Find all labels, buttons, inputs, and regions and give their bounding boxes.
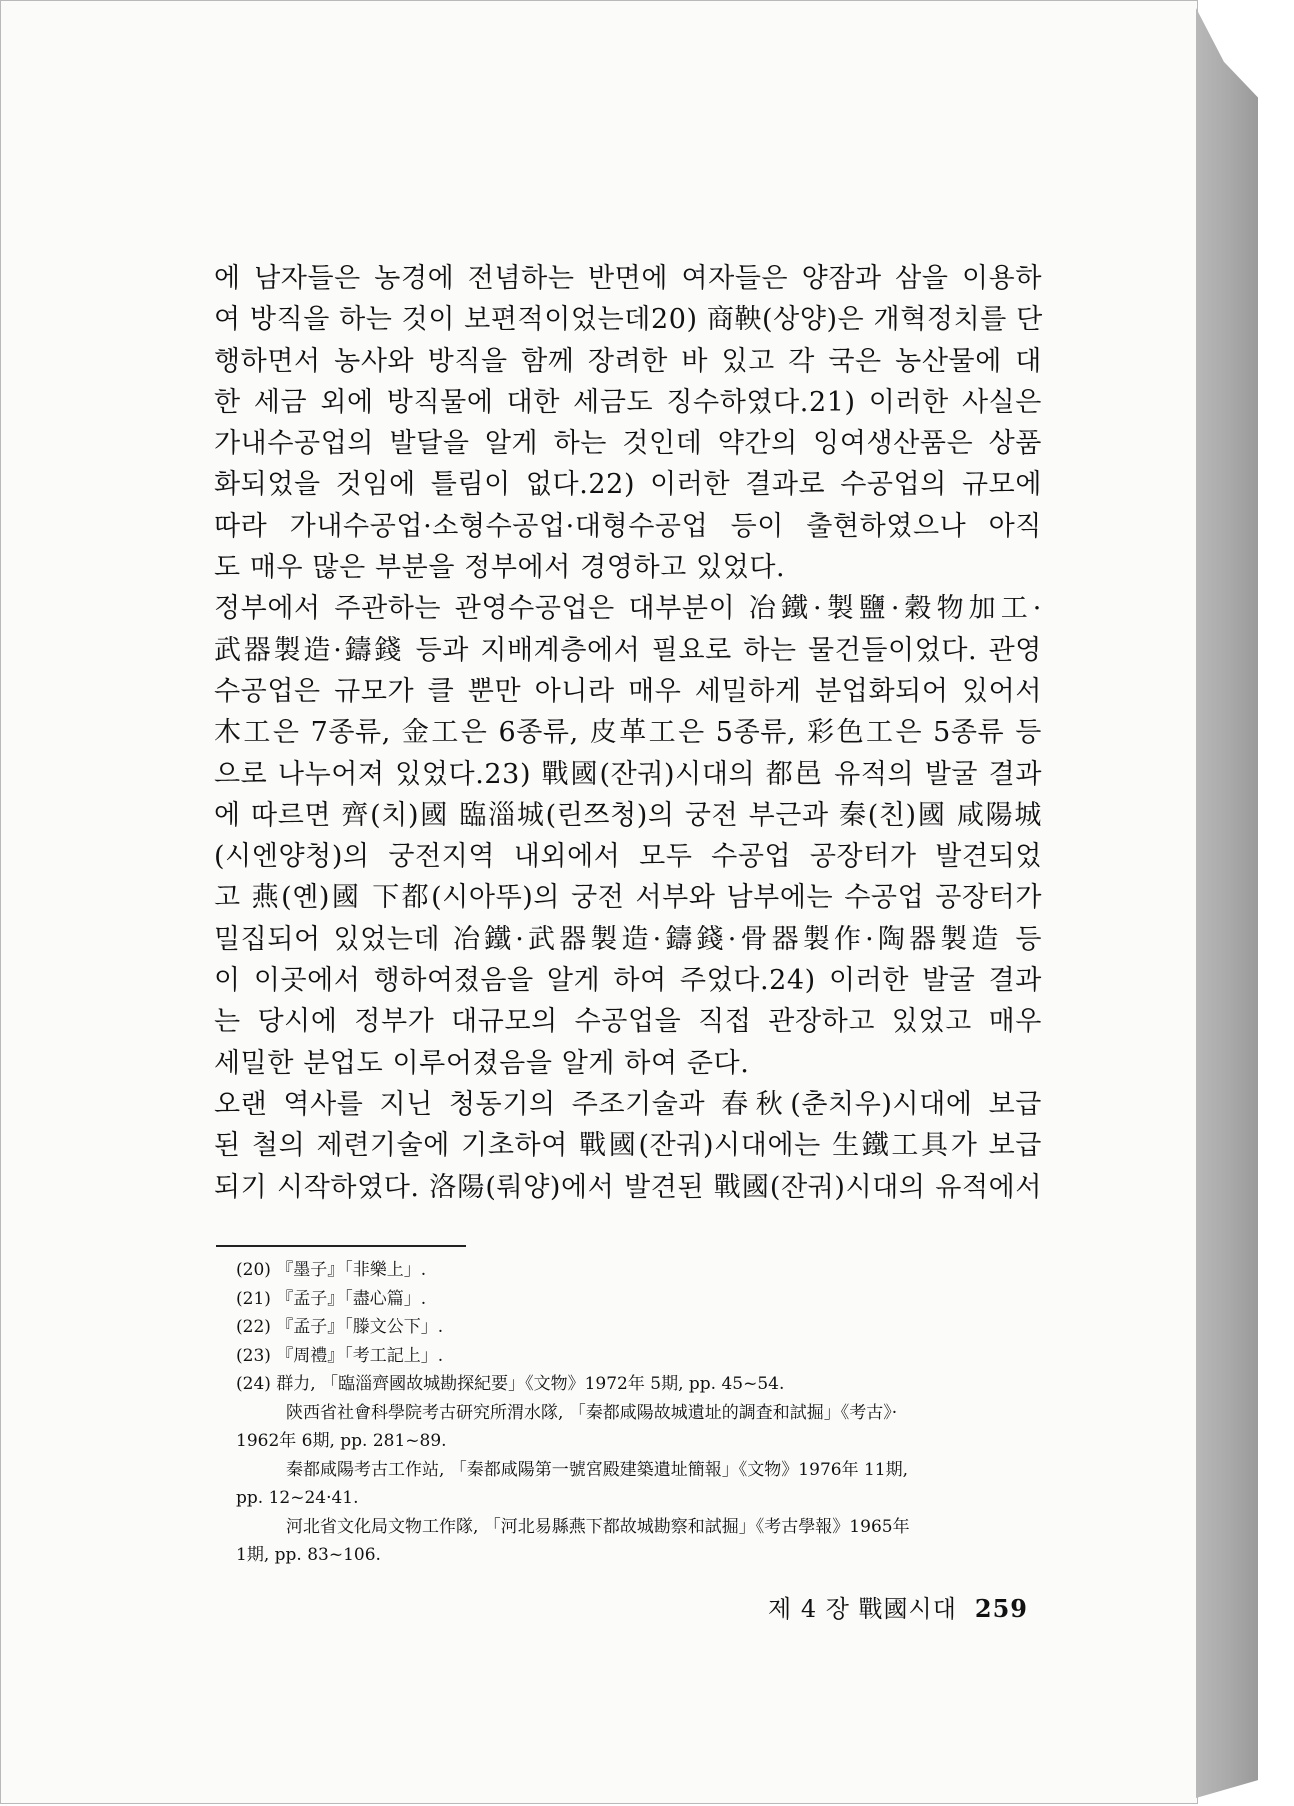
footnote: (23) 『周禮』「考工記上」. <box>236 1345 444 1366</box>
chapter-title: 제 4 장 戰國시대 <box>768 1595 957 1623</box>
body-line: (시엔양청)의 궁전지역 내외에서 모두 수공업 공장터가 발견되었 <box>214 841 1042 873</box>
footnote-continuation: 1962年 6期, pp. 281~89. <box>236 1431 447 1451</box>
footnote: (24) 群力, 「臨淄齊國故城勘探紀要」《文物》1972年 5期, pp. 45~54. <box>236 1374 785 1394</box>
body-line: 화되었을 것임에 틀림이 없다.22) 이러한 결과로 수공업의 규모에 <box>214 469 1042 501</box>
body-line: 밀집되어 있었는데 冶鐵·武器製造·鑄錢·骨器製作·陶器製造 등 <box>214 923 1042 955</box>
footnotes <box>236 1256 1044 1570</box>
body-line: 武器製造·鑄錢 등과 지배계층에서 필요로 하는 물건들이었다. 관영 <box>214 634 1042 666</box>
body-line: 한 세금 외에 방직물에 대한 세금도 징수하였다.21) 이러한 사실은 <box>214 386 1042 418</box>
footnote: (22) 『孟子』「滕文公下」. <box>236 1317 444 1337</box>
body-line: 행하면서 농사와 방직을 함께 장려한 바 있고 각 국은 농산물에 대 <box>214 345 1042 377</box>
footnote-continuation: 陝西省社會科學院考古研究所渭水隊, 「秦都咸陽故城遺址的調査和試掘」《考古》· <box>286 1402 898 1423</box>
body-line: 된 철의 제련기술에 기초하여 戰國(잔궈)시대에는 生鐵工具가 보급 <box>214 1130 1042 1162</box>
body-line: 이 이곳에서 행하여졌음을 알게 하여 주었다.24) 이러한 발굴 결과 <box>214 965 1042 997</box>
body-line: 여 방직을 하는 것이 보편적이었는데20) 商鞅(상양)은 개혁정치를 단 <box>214 304 1043 336</box>
body-line: 세밀한 분업도 이루어졌음을 알게 하여 준다. <box>214 1047 750 1079</box>
body-line: 에 따르면 齊(치)國 臨淄城(린쯔청)의 궁전 부근과 秦(친)國 咸陽城 <box>214 799 1042 831</box>
footnote-continuation: 秦都咸陽考古工作站, 「秦都咸陽第一號宮殿建築遺址簡報」《文物》1976年 11期, <box>286 1459 909 1480</box>
running-footer <box>768 1589 1028 1624</box>
body-line: 수공업은 규모가 클 뿐만 아니라 매우 세밀하게 분업화되어 있어서 <box>214 675 1042 707</box>
body-text <box>214 258 1042 1208</box>
body-line: 에 남자들은 농경에 전념하는 반면에 여자들은 양잠과 삼을 이용하 <box>214 263 1042 294</box>
body-line: 으로 나누어져 있었다.23) 戰國(잔궈)시대의 都邑 유적의 발굴 결과 <box>214 758 1042 790</box>
page-edge-shadow <box>1196 8 1258 1798</box>
body-line: 정부에서 주관하는 관영수공업은 대부분이 冶鐵·製鹽·穀物加工· <box>214 593 1042 625</box>
footnote: (20) 『墨子』「非樂上」. <box>236 1260 427 1280</box>
footnote-divider <box>216 1245 466 1247</box>
body-line: 따라 가내수공업·소형수공업·대형수공업 등이 출현하였으나 아직 <box>214 510 1042 542</box>
body-line: 되기 시작하였다. 洛陽(뤄양)에서 발견된 戰國(잔궈)시대의 유적에서 <box>214 1171 1042 1203</box>
body-line: 는 당시에 정부가 대규모의 수공업을 직접 관장하고 있었고 매우 <box>214 1006 1042 1038</box>
body-line: 고 燕(옌)國 下都(시아뚜)의 궁전 서부와 남부에는 수공업 공장터가 <box>214 882 1042 914</box>
footnote: (21) 『孟子』「盡心篇」. <box>236 1288 427 1309</box>
body-line: 오랜 역사를 지닌 청동기의 주조기술과 春秋(춘치우)시대에 보급 <box>214 1088 1042 1120</box>
body-line: 木工은 7종류, 金工은 6종류, 皮革工은 5종류, 彩色工은 5종류 등 <box>214 717 1042 749</box>
body-line: 가내수공업의 발달을 알게 하는 것인데 약간의 잉여생산품은 상품 <box>214 428 1042 460</box>
body-line: 도 매우 많은 부분을 정부에서 경영하고 있었다. <box>214 552 786 584</box>
footnote-continuation: 河北省文化局文物工作隊, 「河北易縣燕下都故城勘察和試掘」《考古學報》1965年 <box>286 1516 910 1537</box>
footnote-continuation: pp. 12~24·41. <box>236 1488 359 1508</box>
footnote-continuation: 1期, pp. 83~106. <box>236 1545 381 1565</box>
page-number: 259 <box>974 1594 1029 1623</box>
